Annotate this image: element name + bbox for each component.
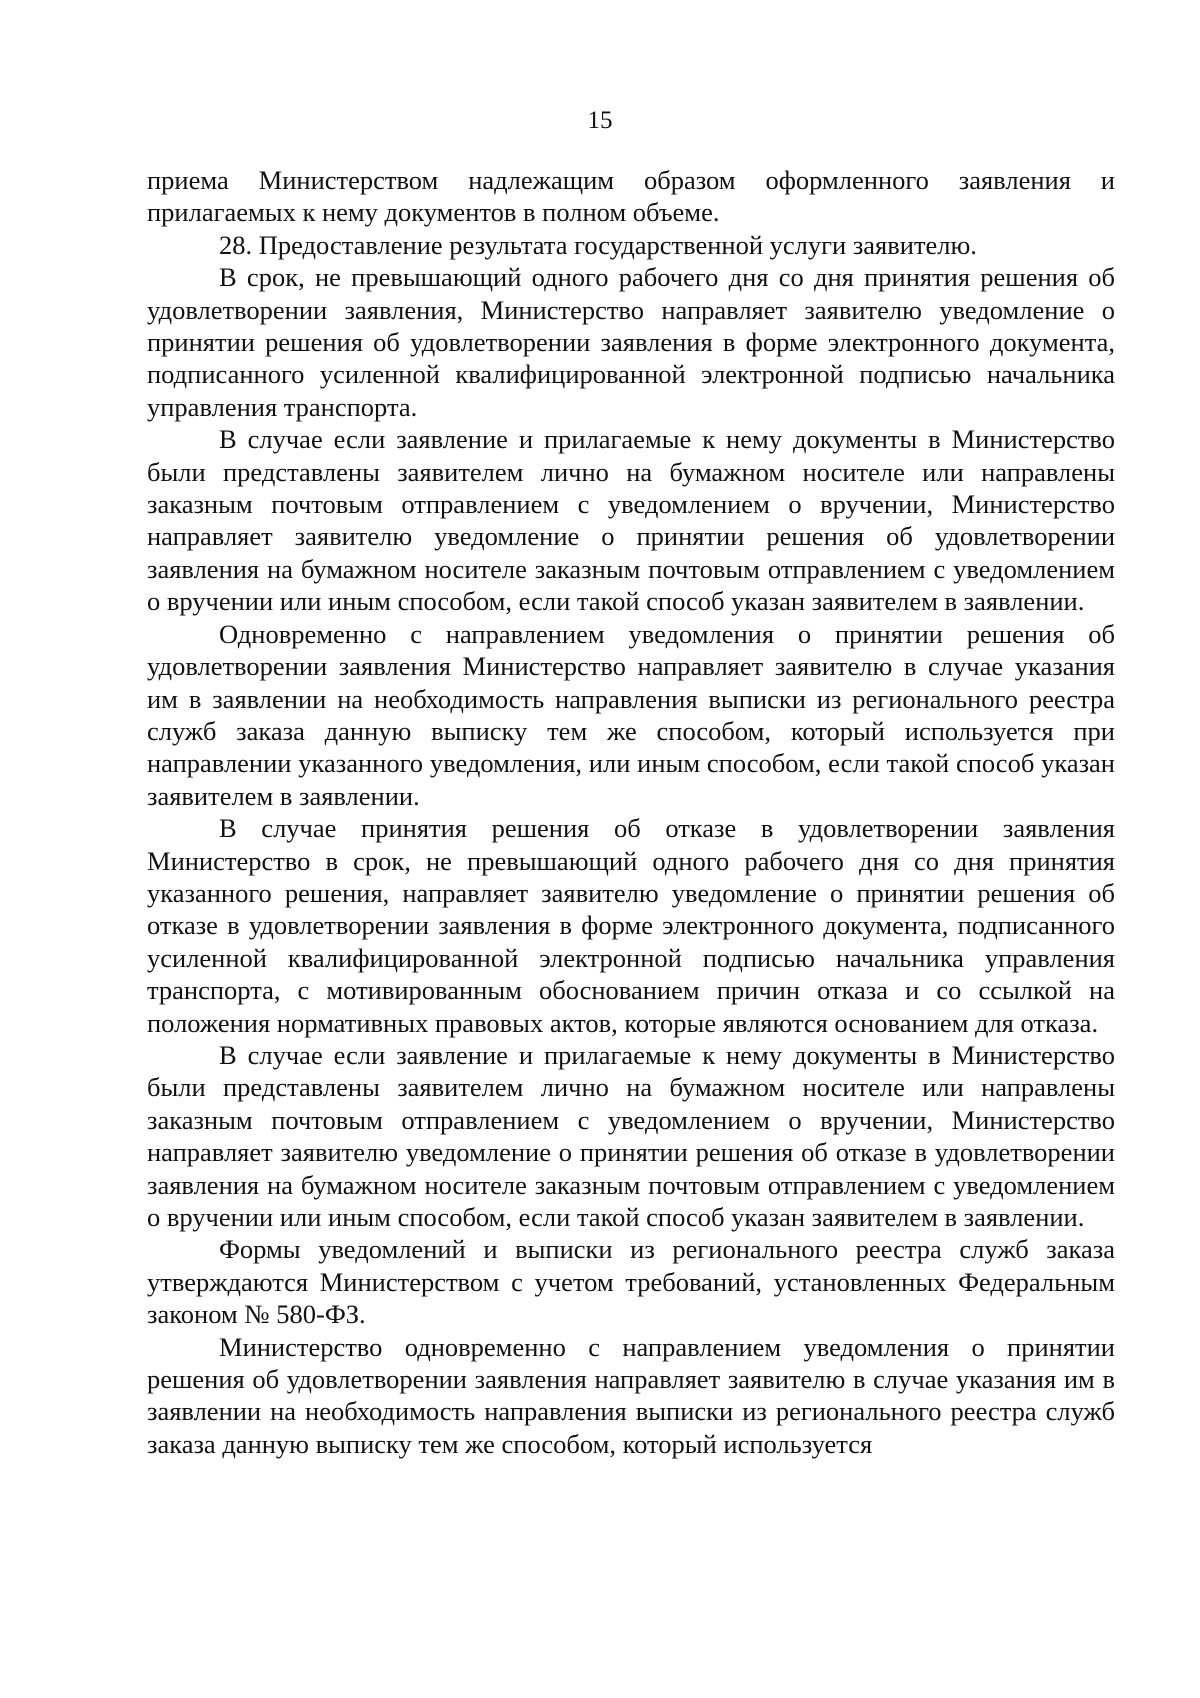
- paragraph-9: Министерство одновременно с направлением уведомления о принятии решения об удовлетворении заявления направляет заявителю в случае указания им в заявлении на необходимость направления выписки из регионального реестра служб заказа данную выписку тем же способом, который используется: [147, 1331, 1115, 1459]
- paragraph-2: 28. Предоставление результата государственной услуги заявителю.: [219, 229, 977, 260]
- paragraph-3: В срок, не превышающий одного рабочего дня со дня принятия решения об удовлетворении заявления, Министерство направляет заявителю уведомление о принятии решения об удовлетворении заявления в форме электронного документа, подписанного усиленной квалифицированной электронной подписью начальника управления транспорта.: [147, 262, 1115, 422]
- page-number: 15: [587, 107, 613, 134]
- paragraph-4: В случае если заявление и прилагаемые к нему документы в Министерство были представлены заявителем лично на бумажном носителе или направлены заказным почтовым отправлением с уведомлением о вручении, Министерство направляет заявителю уведомление о принятии решения об удовлетворении заявления на бумажном носителе заказным почтовым отправлением с уведомлением о вручении или иным способом, если такой способ указан заявителем в заявлении.: [147, 424, 1115, 617]
- paragraph-1: приема Министерством надлежащим образом оформленного заявления и прилагаемых к нему документов в полном объеме.: [147, 165, 1115, 228]
- paragraph-7: В случае если заявление и прилагаемые к нему документы в Министерство были представлены заявителем лично на бумажном носителе или направлены заказным почтовым отправлением с уведомлением о вручении, Министерство направляет заявителю уведомление о принятии решения об отказе в удовлетворении заявления на бумажном носителе заказным почтовым отправлением с уведомлением о вручении или иным способом, если такой способ указан заявителем в заявлении.: [147, 1039, 1115, 1232]
- paragraph-8: Формы уведомлений и выписки из регионального реестра служб заказа утверждаются Министерством с учетом требований, установленных Федеральным законом № 580-ФЗ.: [147, 1234, 1115, 1330]
- paragraph-5: Одновременно с направлением уведомления о принятии решения об удовлетворении заявления Министерство направляет заявителю в случае указания им в заявлении на необходимость направления выписки из регионального реестра служб заказа данную выписку тем же способом, который используется при направлении указанного уведомления, или иным способом, если такой способ указан заявителем в заявлении.: [147, 618, 1115, 811]
- document-body: [147, 164, 1115, 1460]
- paragraph-6: В случае принятия решения об отказе в удовлетворении заявления Министерство в срок, не превышающий одного рабочего дня со дня принятия указанного решения, направляет заявителю уведомление о принятии решения об отказе в удовлетворении заявления в форме электронного документа, подписанного усиленной квалифицированной электронной подписью начальника управления транспорта, с мотивированным обоснованием причин отказа и со ссылкой на положения нормативных правовых актов, которые являются основанием для отказа.: [147, 813, 1115, 1038]
